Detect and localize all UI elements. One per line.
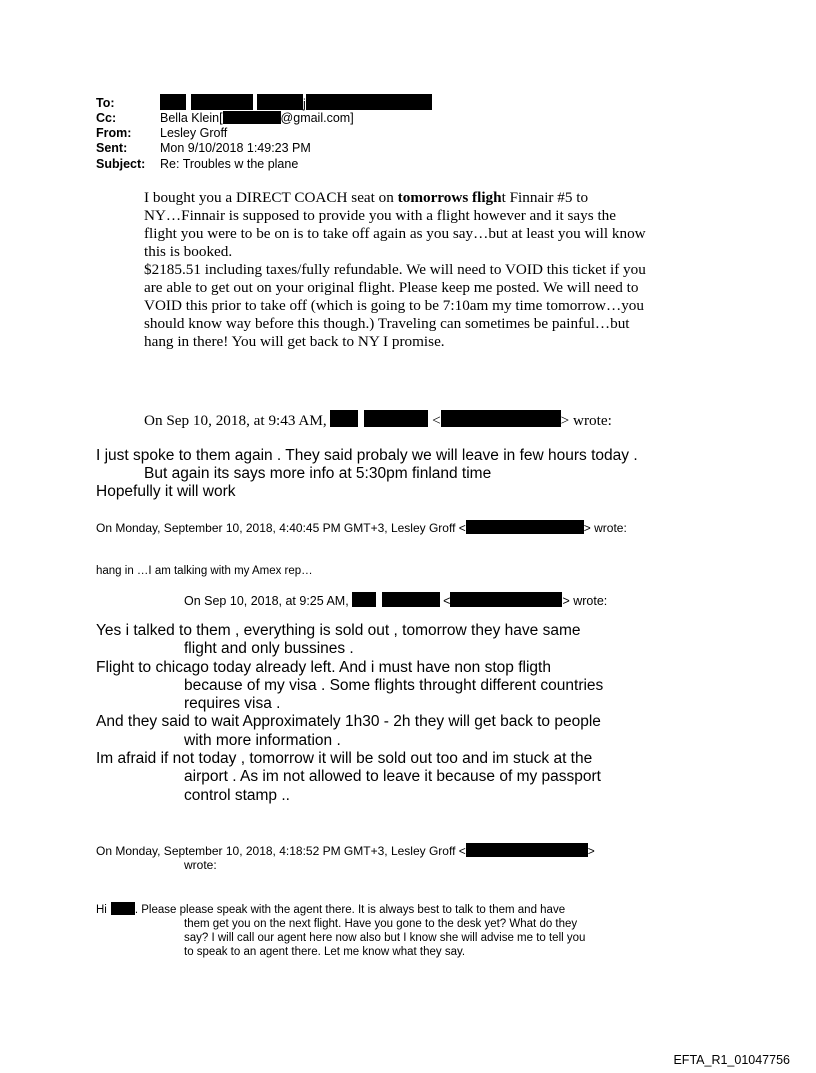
to-label: To: [96, 96, 115, 110]
body-line: flight you were to be on is to take off again as you say…but at least you will know [144, 225, 646, 242]
quote-line: flight and only bussines . [184, 640, 354, 658]
document-id: EFTA_R1_01047756 [673, 1053, 790, 1067]
redaction-bar [450, 592, 562, 607]
body-line: should know way before this though.) Traveling can sometimes be painful…but [144, 315, 630, 332]
redaction-bar [441, 410, 561, 427]
quote-text: . Please please speak with the agent there. It is always best to talk to them and have [134, 904, 566, 916]
quote1-attribution [144, 410, 612, 430]
message-body [144, 189, 646, 351]
quote-line: control stamp .. [184, 786, 290, 804]
redaction-bar [330, 410, 358, 427]
quote-line: Yes i talked to them , everything is sold out , tomorrow they have same [96, 622, 581, 639]
quote1-body [96, 447, 638, 501]
redaction-bar [364, 410, 428, 427]
attribution-text: On Sep 10, 2018, at 9:25 AM, [184, 594, 349, 608]
redaction-bar [382, 592, 440, 607]
body-line: $2185.51 including taxes/fully refundable. We will need to VOID this ticket if you [144, 261, 646, 278]
body-line: VOID this prior to take off (which is going to be 7:10am my time tomorrow…you [144, 297, 644, 314]
body-line [144, 189, 646, 207]
to-value [160, 94, 432, 111]
quote-line: say? I will call our agent here now also but I know she will advise me to tell you [184, 932, 586, 944]
quote-line: to speak to an agent there. Let me know what they say. [184, 946, 466, 958]
quote-line: with more information . [184, 731, 341, 749]
body-text: I bought you a DIRECT COACH seat on [144, 189, 398, 206]
quote-line: Hopefully it will work [96, 483, 236, 500]
redaction-bar [466, 843, 588, 857]
redaction-bar [257, 94, 303, 110]
from-value: Lesley Groff [160, 126, 228, 140]
quote4-body [96, 902, 585, 959]
body-bold-text: tomorrows fligh [397, 189, 502, 206]
redaction-bar [466, 520, 584, 534]
body-line: are able to get out on your original flight. Please keep me posted. We will need to [144, 279, 639, 296]
sent-label: Sent: [96, 141, 128, 155]
attribution-text: > wrote: [560, 412, 612, 429]
quote3-body [96, 622, 603, 805]
body-line: this is booked. [144, 243, 233, 260]
quote4-attribution [96, 843, 595, 858]
cc-label: Cc: [96, 111, 117, 125]
quote2-attribution [96, 520, 627, 535]
sent-value: Mon 9/10/2018 1:49:23 PM [160, 141, 311, 155]
quote2-body: hang in …I am talking with my Amex rep… [96, 565, 313, 577]
quote-line: And they said to wait Approximately 1h30 - 2h they will get back to people [96, 713, 601, 731]
attribution-text: < [443, 594, 451, 608]
quote3-attribution [184, 592, 607, 608]
quote-line: because of my visa . Some flights throught different countries [184, 676, 604, 694]
body-text: t Finnair #5 to [501, 189, 589, 206]
cc-value [160, 111, 354, 125]
attribution-text: On Sep 10, 2018, at 9:43 AM, [144, 412, 327, 429]
redaction-bar [223, 111, 281, 124]
quote-line: Im afraid if not today , tomorrow it will be sold out too and im stuck at the [96, 750, 593, 768]
cc-domain: @gmail.com] [280, 111, 354, 125]
subject-label: Subject: [96, 157, 146, 171]
quote4-wrote: wrote: [184, 858, 217, 872]
quote-line: I just spoke to them again . They said probaly we will leave in few hours today . [96, 447, 638, 464]
redaction-bar [111, 902, 135, 915]
subject-value: Re: Troubles w the plane [160, 157, 299, 171]
quote-line: airport . As im not allowed to leave it because of my passport [184, 768, 601, 786]
quote-line: them get you on the next flight. Have you gone to the desk yet? What do they [184, 918, 578, 930]
attribution-text: > wrote: [583, 521, 627, 535]
attribution-text: > [587, 844, 595, 858]
from-label: From: [96, 126, 132, 140]
redaction-bar [306, 94, 432, 110]
quote-line [96, 902, 585, 917]
body-line: hang in there! You will get back to NY I promise. [144, 333, 445, 350]
attribution-text: On Monday, September 10, 2018, 4:40:45 PM GMT+3, Lesley Groff < [96, 521, 466, 535]
cc-name: Bella Klein[ [160, 111, 223, 125]
to-trail: j [303, 97, 306, 111]
quote-line: But again its says more info at 5:30pm finland time [144, 465, 492, 482]
quote-line: requires visa . [184, 695, 281, 713]
redaction-bar [160, 94, 186, 110]
attribution-text: > wrote: [562, 594, 608, 608]
redaction-bar [352, 592, 376, 607]
attribution-text: < [432, 412, 441, 429]
greeting-text: Hi [96, 904, 107, 916]
redaction-bar [191, 94, 253, 110]
body-line: NY…Finnair is supposed to provide you with a flight however and it says the [144, 207, 617, 224]
attribution-text: On Monday, September 10, 2018, 4:18:52 PM GMT+3, Lesley Groff < [96, 844, 466, 858]
quote-line: Flight to chicago today already left. And i must have non stop fligth [96, 658, 551, 676]
